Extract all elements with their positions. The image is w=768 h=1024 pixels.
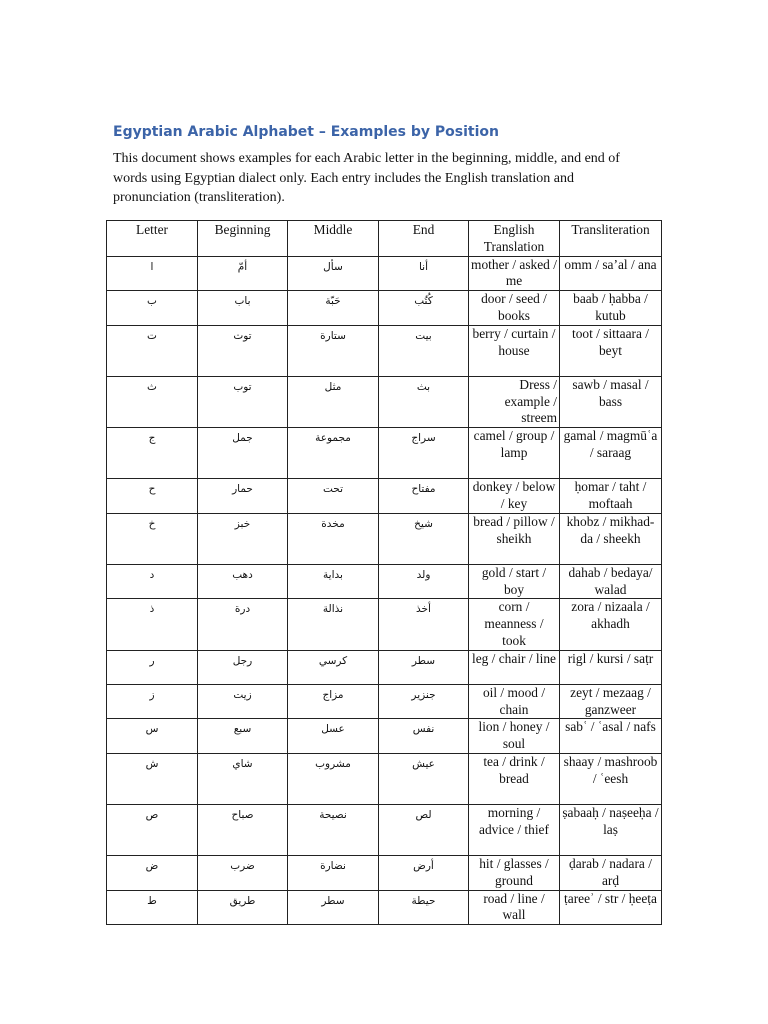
alphabet-table	[106, 220, 662, 925]
table-row	[107, 855, 662, 890]
letter-cell: خ	[107, 513, 198, 564]
end-cell: حيطة	[379, 890, 469, 925]
table-row	[107, 684, 662, 719]
end-cell: بيت	[379, 325, 469, 376]
middle-cell: مشروب	[288, 753, 379, 804]
english-cell: leg / chair / line	[469, 650, 560, 684]
header-letter: Letter	[107, 221, 198, 257]
letter-cell: ح	[107, 479, 198, 514]
beginning-cell: حمار	[198, 479, 288, 514]
intro-paragraph: This document shows examples for each Arabic letter in the beginning, middle, and end of words using Egyptian dialect only. Each entry includes the English translation and pronunciation (transliteration).	[113, 151, 620, 205]
english-cell: oil / mood / chain	[469, 684, 560, 719]
middle-cell: ستارة	[288, 325, 379, 376]
transliteration-cell: sabʿ / ʿasal / nafs	[560, 719, 662, 754]
transliteration-cell: toot / sittaara / beyt	[560, 325, 662, 376]
end-cell: سراج	[379, 428, 469, 479]
end-cell: أنا	[379, 256, 469, 291]
beginning-cell: شاي	[198, 753, 288, 804]
beginning-cell: سبع	[198, 719, 288, 754]
table-row	[107, 804, 662, 855]
transliteration-cell: sawb / masal / bass	[560, 376, 662, 427]
end-cell: أرض	[379, 855, 469, 890]
transliteration-cell: zora / nizaala / akhadh	[560, 599, 662, 650]
table-row	[107, 719, 662, 754]
end-cell: سطر	[379, 650, 469, 684]
english-cell: door / seed / books	[469, 291, 560, 326]
transliteration-cell: rigl / kursi / saṭr	[560, 650, 662, 684]
beginning-cell: طريق	[198, 890, 288, 925]
letter-cell: ذ	[107, 599, 198, 650]
beginning-cell: رجل	[198, 650, 288, 684]
beginning-cell: درة	[198, 599, 288, 650]
middle-cell: نصيحة	[288, 804, 379, 855]
letter-cell: ر	[107, 650, 198, 684]
english-cell: gold / start / boy	[469, 564, 560, 599]
beginning-cell: ضرب	[198, 855, 288, 890]
table-row	[107, 564, 662, 599]
letter-cell: ب	[107, 291, 198, 326]
middle-cell: مثل	[288, 376, 379, 427]
table-row	[107, 753, 662, 804]
header-transliteration: Transliteration	[560, 221, 662, 257]
transliteration-cell: omm / sa’al / ana	[560, 256, 662, 291]
english-cell: berry / curtain / house	[469, 325, 560, 376]
letter-cell: ز	[107, 684, 198, 719]
end-cell: جنزير	[379, 684, 469, 719]
table-row	[107, 376, 662, 427]
end-cell: كُتُب	[379, 291, 469, 326]
beginning-cell: توت	[198, 325, 288, 376]
english-cell: hit / glasses / ground	[469, 855, 560, 890]
end-cell: ولد	[379, 564, 469, 599]
letter-cell: ش	[107, 753, 198, 804]
transliteration-cell: ḥomar / taht / moftaah	[560, 479, 662, 514]
beginning-cell: خبز	[198, 513, 288, 564]
end-cell: نفس	[379, 719, 469, 754]
document-title: Egyptian Arabic Alphabet – Examples by Position	[113, 124, 499, 140]
middle-cell: مجموعة	[288, 428, 379, 479]
middle-cell: مزاج	[288, 684, 379, 719]
english-cell: camel / group / lamp	[469, 428, 560, 479]
transliteration-cell: zeyt / mezaag / ganzweer	[560, 684, 662, 719]
beginning-cell: زيت	[198, 684, 288, 719]
end-cell: بث	[379, 376, 469, 427]
letter-cell: ت	[107, 325, 198, 376]
middle-cell: عسل	[288, 719, 379, 754]
english-cell: mother / asked / me	[469, 256, 560, 291]
english-cell: corn / meanness / took	[469, 599, 560, 650]
middle-cell: سأل	[288, 256, 379, 291]
english-cell: donkey / below / key	[469, 479, 560, 514]
beginning-cell: باب	[198, 291, 288, 326]
transliteration-cell: ḍarab / nadara / arḍ	[560, 855, 662, 890]
letter-cell: ط	[107, 890, 198, 925]
table-row	[107, 650, 662, 684]
end-cell: شيخ	[379, 513, 469, 564]
header-beginning: Beginning	[198, 221, 288, 257]
header-end: End	[379, 221, 469, 257]
beginning-cell: صباح	[198, 804, 288, 855]
english-cell: Dress / example / streem	[469, 376, 560, 427]
transliteration-cell: ṭareeʾ / str / ḥeeṭa	[560, 890, 662, 925]
letter-cell: ض	[107, 855, 198, 890]
beginning-cell: جمل	[198, 428, 288, 479]
end-cell: أخذ	[379, 599, 469, 650]
middle-cell: كرسي	[288, 650, 379, 684]
table-row	[107, 256, 662, 291]
table-row	[107, 599, 662, 650]
transliteration-cell: dahab / bedaya/ walad	[560, 564, 662, 599]
middle-cell: مخدة	[288, 513, 379, 564]
table-row	[107, 325, 662, 376]
beginning-cell: دهب	[198, 564, 288, 599]
beginning-cell: توب	[198, 376, 288, 427]
table-row	[107, 428, 662, 479]
transliteration-cell: baab / ḥabba / kutub	[560, 291, 662, 326]
letter-cell: ص	[107, 804, 198, 855]
table-header-row	[107, 221, 662, 257]
table-row	[107, 291, 662, 326]
letter-cell: ث	[107, 376, 198, 427]
end-cell: مفتاح	[379, 479, 469, 514]
transliteration-cell: shaay / mashroob / ʿeesh	[560, 753, 662, 804]
english-cell: bread / pillow / sheikh	[469, 513, 560, 564]
middle-cell: بداية	[288, 564, 379, 599]
middle-cell: نضارة	[288, 855, 379, 890]
letter-cell: س	[107, 719, 198, 754]
table-row	[107, 513, 662, 564]
middle-cell: تحت	[288, 479, 379, 514]
english-cell: morning / advice / thief	[469, 804, 560, 855]
header-english-translation: English Translation	[469, 221, 560, 257]
letter-cell: ا	[107, 256, 198, 291]
middle-cell: حَبّة	[288, 291, 379, 326]
english-cell: tea / drink / bread	[469, 753, 560, 804]
english-cell: road / line / wall	[469, 890, 560, 925]
transliteration-cell: ṣabaaḥ / naṣeeḥa / laṣ	[560, 804, 662, 855]
letter-cell: ج	[107, 428, 198, 479]
table-row	[107, 479, 662, 514]
middle-cell: سطر	[288, 890, 379, 925]
table-row	[107, 890, 662, 925]
header-middle: Middle	[288, 221, 379, 257]
transliteration-cell: khobz / mikhad-da / sheekh	[560, 513, 662, 564]
english-cell: lion / honey / soul	[469, 719, 560, 754]
transliteration-cell: gamal / magmūʿa / saraag	[560, 428, 662, 479]
end-cell: لص	[379, 804, 469, 855]
end-cell: عيش	[379, 753, 469, 804]
middle-cell: نذالة	[288, 599, 379, 650]
beginning-cell: أمّ	[198, 256, 288, 291]
letter-cell: د	[107, 564, 198, 599]
